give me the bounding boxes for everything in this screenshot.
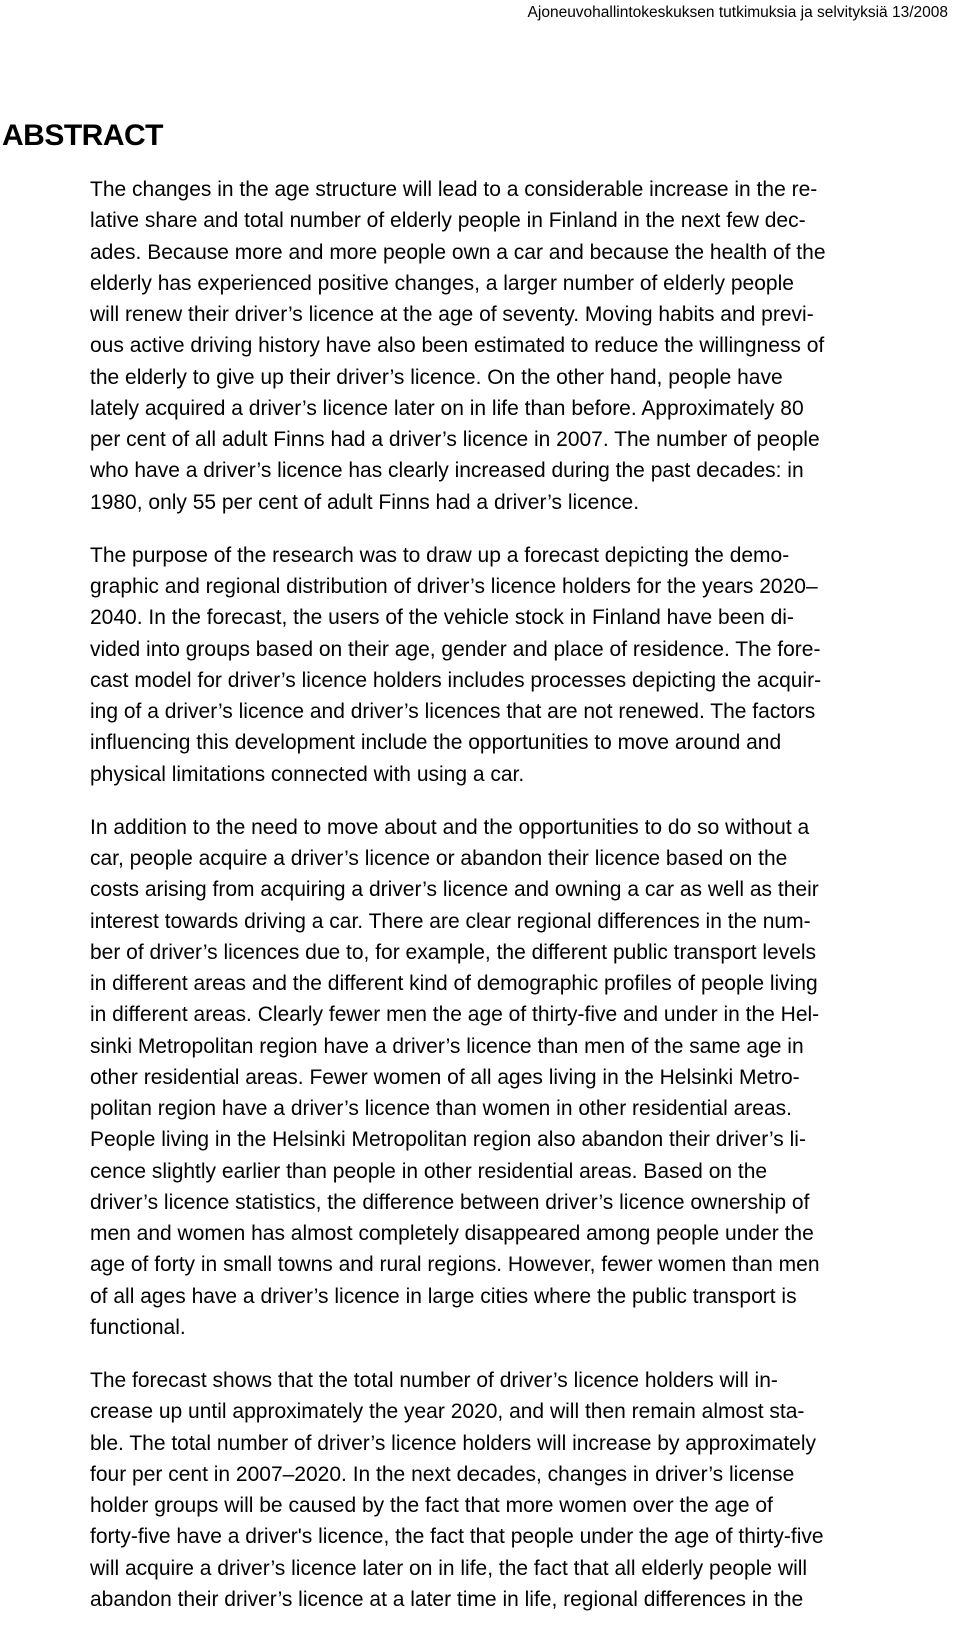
paragraph-line: elderly has experienced positive changes, a larger number of elderly people: [90, 271, 794, 295]
paragraph-line: cence slightly earlier than people in other residential areas. Based on the: [90, 1159, 768, 1183]
paragraph-line: four per cent in 2007–2020. In the next decades, changes in driver’s license: [90, 1462, 795, 1486]
paragraph-line: age of forty in small towns and rural regions. However, fewer women than men: [90, 1253, 820, 1277]
abstract-paragraph: [90, 1365, 940, 1615]
paragraph-line: of all ages have a driver’s licence in large cities where the public transport is: [90, 1284, 797, 1308]
paragraph-line: The changes in the age structure will lead to a considerable increase in the re-: [90, 178, 818, 201]
paragraph-line: The purpose of the research was to draw up a forecast depicting the demo-: [90, 543, 790, 567]
paragraph-line: will renew their driver’s licence at the age of seventy. Moving habits and previ-: [90, 303, 814, 326]
abstract-paragraph: [90, 174, 940, 518]
paragraph-line: In addition to the need to move about and the opportunities to do so without a: [90, 815, 810, 839]
paragraph-line: lative share and total number of elderly people in Finland in the next few dec-: [90, 209, 806, 233]
paragraph-line: men and women has almost completely disappeared among people under the: [90, 1222, 814, 1245]
paragraph-line: the elderly to give up their driver’s licence. On the other hand, people have: [90, 365, 783, 389]
paragraph-line: lately acquired a driver’s licence later on in life than before. Approximately 80: [90, 396, 804, 420]
paragraph-line: holder groups will be caused by the fact that more women over the age of: [90, 1494, 773, 1517]
abstract-title: ABSTRACT: [2, 119, 163, 152]
paragraph-line: 1980, only 55 per cent of adult Finns had a driver’s licence.: [90, 490, 640, 514]
paragraph-line: who have a driver’s licence has clearly increased during the past decades: in: [90, 459, 804, 483]
paragraph-line: ous active driving history have also been estimated to reduce the willingness of: [90, 334, 825, 358]
paragraph-line: driver’s licence statistics, the difference between driver’s licence ownership of: [90, 1190, 810, 1214]
paragraph-line: car, people acquire a driver’s licence or abandon their licence based on the: [90, 847, 788, 870]
paragraph-line: The forecast shows that the total number of driver’s licence holders will in-: [90, 1369, 778, 1392]
paragraph-line: crease up until approximately the year 2020, and will then remain almost sta-: [90, 1400, 805, 1424]
paragraph-line: other residential areas. Fewer women of all ages living in the Helsinki Metro-: [90, 1065, 800, 1089]
paragraph-line: costs arising from acquiring a driver’s licence and owning a car as well as their: [90, 878, 819, 902]
paragraph-line: ble. The total number of driver’s licence holders will increase by approximately: [90, 1431, 817, 1455]
paragraph-line: sinki Metropolitan region have a driver’s licence than men of the same age in: [90, 1034, 804, 1058]
paragraph-line: in different areas and the different kind of demographic profiles of people living: [90, 972, 818, 995]
paragraph-line: graphic and regional distribution of driver’s licence holders for the years 2020–: [90, 575, 818, 598]
paragraph-line: People living in the Helsinki Metropolitan region also abandon their driver’s li-: [90, 1128, 806, 1152]
abstract-body: [90, 174, 940, 1615]
paragraph-line: vided into groups based on their age, gender and place of residence. The fore-: [90, 637, 821, 661]
abstract-paragraph: [90, 812, 940, 1343]
paragraph-line: per cent of all adult Finns had a driver’s licence in 2007. The number of people: [90, 428, 820, 451]
paragraph-line: physical limitations connected with using a car.: [90, 762, 525, 786]
paragraph-line: ing of a driver’s licence and driver’s licences that are not renewed. The factors: [90, 700, 816, 723]
paragraph-line: will acquire a driver’s licence later on in life, the fact that all elderly people will: [90, 1556, 808, 1580]
paragraph-line: politan region have a driver’s licence than women in other residential areas.: [90, 1097, 792, 1120]
paragraph-line: in different areas. Clearly fewer men the age of thirty-five and under in the Hel-: [90, 1003, 820, 1027]
paragraph-line: ber of driver’s licences due to, for example, the different public transport levels: [90, 940, 817, 964]
paragraph-line: abandon their driver’s licence at a later time in life, regional differences in the: [90, 1587, 804, 1611]
paragraph-line: cast model for driver’s licence holders includes processes depicting the acquir-: [90, 668, 822, 692]
paragraph-line: forty-five have a driver's licence, the fact that people under the age of thirty-five: [90, 1525, 824, 1549]
paragraph-line: 2040. In the forecast, the users of the vehicle stock in Finland have been di-: [90, 606, 794, 630]
paragraph-line: ades. Because more and more people own a car and because the health of the: [90, 240, 826, 264]
paragraph-line: influencing this development include the opportunities to move around and: [90, 731, 782, 755]
paragraph-line: functional.: [90, 1315, 186, 1339]
abstract-paragraph: [90, 540, 940, 790]
running-header: Ajoneuvohallintokeskuksen tutkimuksia ja selvityksiä 13/2008: [527, 4, 948, 21]
paragraph-line: interest towards driving a car. There are clear regional differences in the num-: [90, 909, 811, 933]
